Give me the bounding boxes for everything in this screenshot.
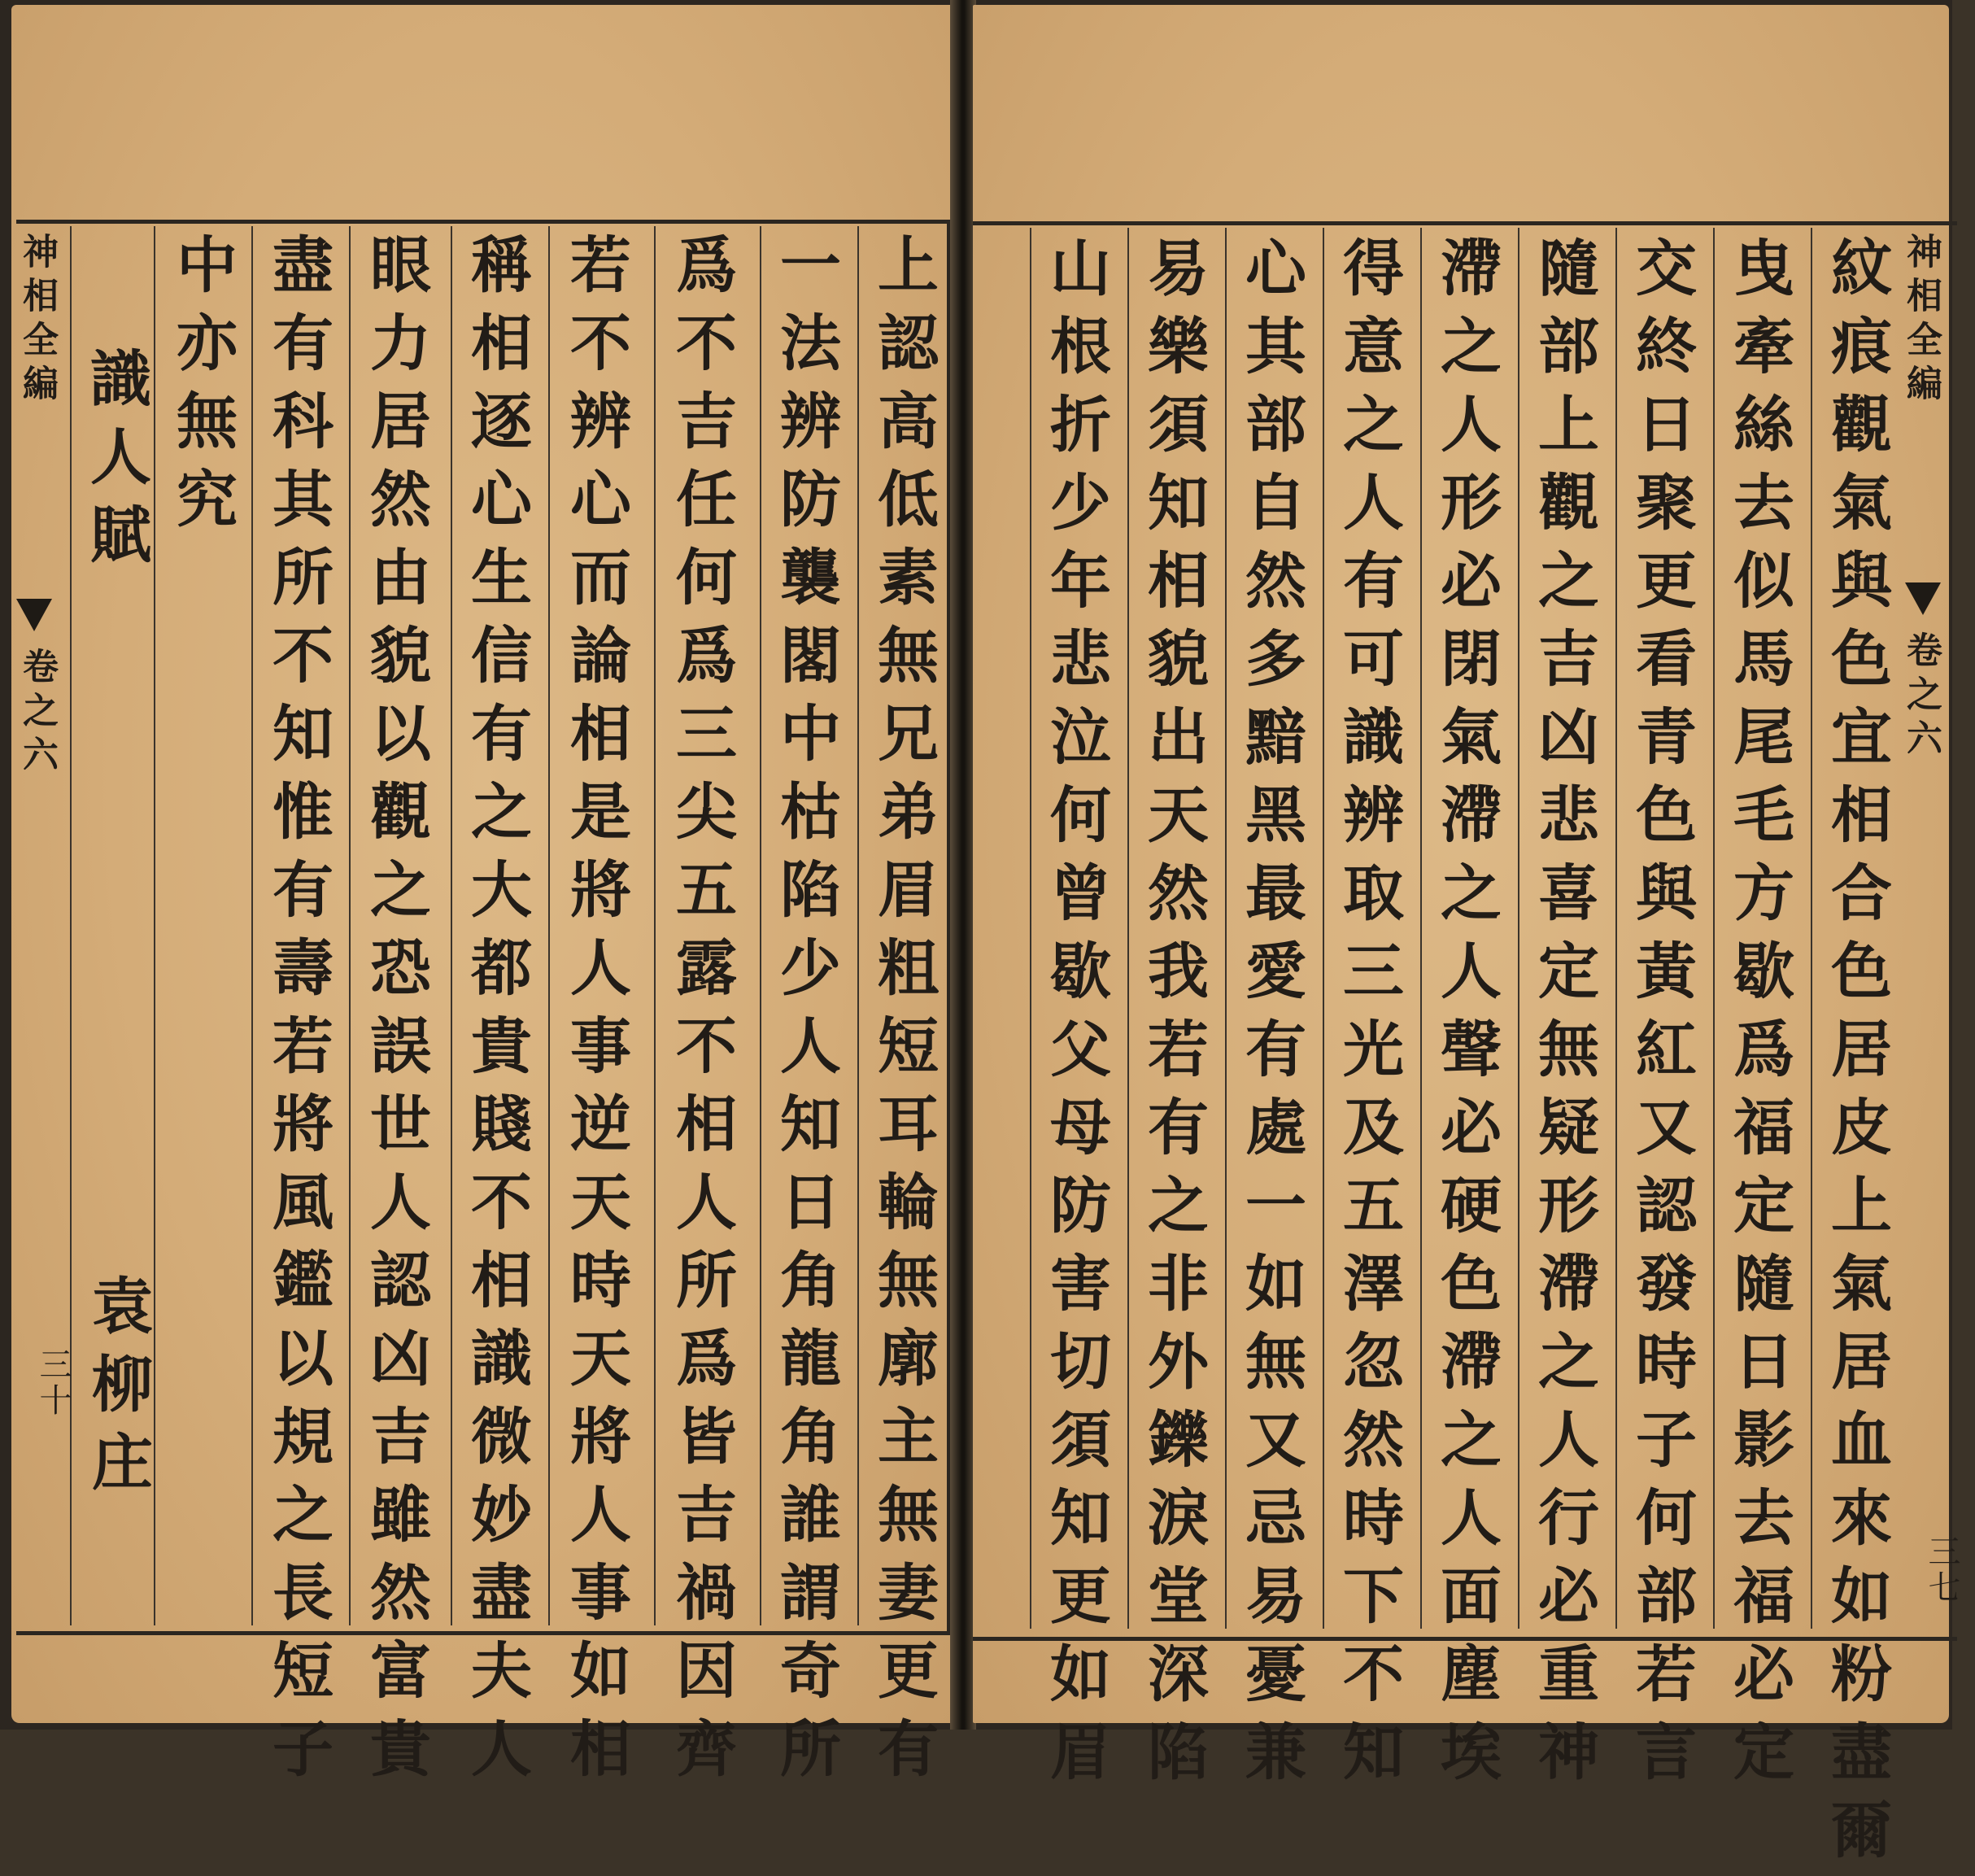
left-page bbox=[11, 5, 953, 1795]
column-rule bbox=[1811, 228, 1812, 1629]
fishtail-mark bbox=[16, 599, 52, 631]
column-rule bbox=[251, 226, 253, 1625]
margin-folio: 三十 bbox=[34, 1347, 72, 1419]
text-column-5: 滯之人形必閉氣滯之人聲必硬色滯之人面塵埃 bbox=[1431, 236, 1502, 1798]
text-column-6: 眼力居然由貌以觀之恐誤世人認凶吉雖然富貴 bbox=[360, 233, 432, 1795]
margin-volume: 卷之六 bbox=[1900, 631, 1942, 763]
text-column-2: 一法辨防襲閣中枯陷少人知日角龍角誰謂奇所 bbox=[770, 233, 842, 1795]
column-rule bbox=[1030, 228, 1031, 1629]
text-column-8: 易樂須知相貌出天然我若有之非外鑠淚堂深陷 bbox=[1138, 236, 1210, 1798]
column-rule bbox=[1615, 228, 1617, 1629]
column-rule bbox=[1713, 228, 1715, 1629]
column-rule bbox=[451, 226, 452, 1625]
text-column-1: 上認高低素無兄弟眉粗短耳輪無廓主無妻更有 bbox=[868, 233, 940, 1795]
margin-volume: 卷之六 bbox=[16, 648, 58, 779]
text-column-5: 稱相逐心生信有之大都貴賤不相識微妙盡夫人 bbox=[461, 233, 533, 1795]
text-column-1: 紋痕觀氣與色宜相合色居皮上氣居血來如粉盡爾 bbox=[1821, 236, 1893, 1876]
column-rule bbox=[654, 226, 656, 1625]
column-rule bbox=[154, 226, 155, 1625]
text-column-7: 盡有科其所不知惟有壽若將風鑑以規之長短子 bbox=[263, 233, 334, 1795]
text-column-7: 心其部自然多黯黑最愛有處一如無又忌易憂兼 bbox=[1236, 236, 1307, 1798]
text-column-9: 山根折少年悲泣何曾歇父母防害切須知更如眉 bbox=[1040, 236, 1112, 1798]
text-column-6: 得意之人有可識辨取三光及五澤忽然時下不知 bbox=[1333, 236, 1405, 1798]
column-rule bbox=[1420, 228, 1422, 1629]
text-column-8: 中亦無究 bbox=[167, 233, 238, 545]
text-column-3: 交終日聚更看青色與黃紅又認發時子何部若言 bbox=[1626, 236, 1698, 1798]
column-rule bbox=[1323, 228, 1324, 1629]
column-rule bbox=[1518, 228, 1519, 1629]
right-page bbox=[973, 5, 1960, 1876]
author-name: 袁柳庄 bbox=[82, 1274, 154, 1508]
column-rule bbox=[760, 226, 761, 1625]
column-rule bbox=[1225, 228, 1227, 1629]
margin-title: 神相全編 bbox=[1900, 233, 1942, 408]
fishtail-mark bbox=[1905, 582, 1941, 615]
text-column-4: 隨部上觀之吉凶悲喜定無疑形滯之人行必重神 bbox=[1528, 236, 1600, 1798]
column-rule bbox=[349, 226, 351, 1625]
margin-folio: 三七 bbox=[1923, 1534, 1960, 1606]
column-rule bbox=[857, 226, 859, 1625]
text-column-2: 曳牽絲去似馬尾毛方歇爲福定隨日影去福必定 bbox=[1724, 236, 1795, 1798]
column-rule bbox=[1127, 228, 1129, 1629]
column-rule bbox=[548, 226, 550, 1625]
section-title: 識人賦 bbox=[81, 347, 152, 581]
text-column-3: 爲不吉任何爲三尖五露不相人所爲皆吉禍因齊 bbox=[666, 233, 738, 1795]
text-column-4: 若不辨心而論相是將人事逆天時天將人事如相 bbox=[560, 233, 632, 1795]
margin-title: 神相全編 bbox=[16, 233, 58, 408]
